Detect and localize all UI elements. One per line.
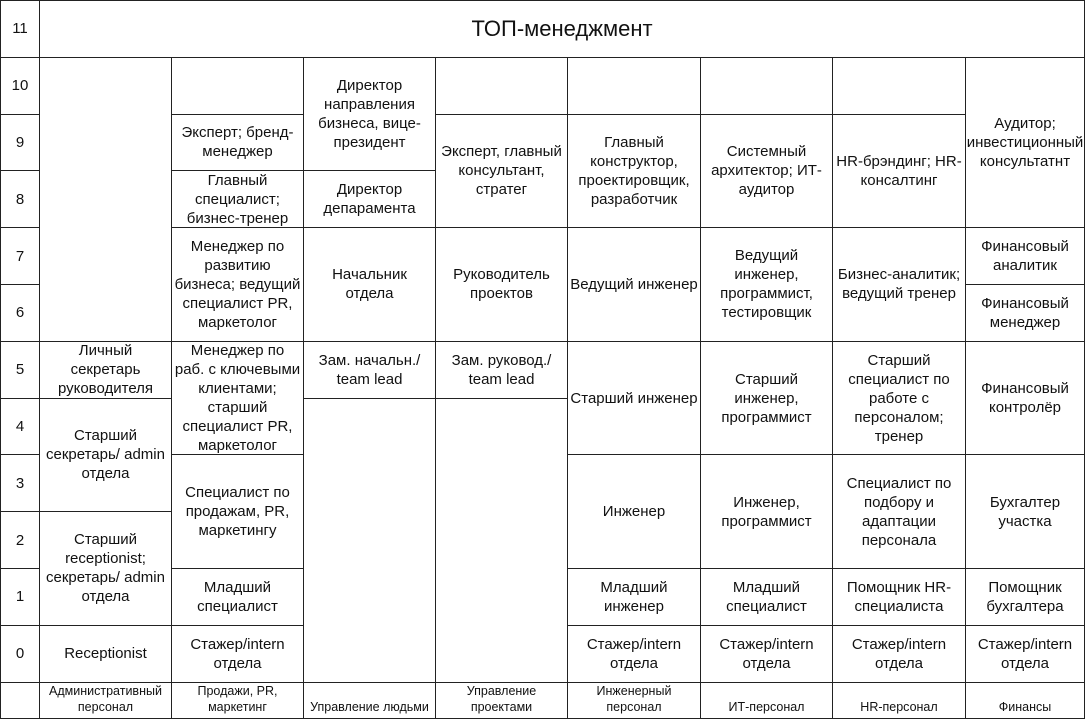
position-cell: Системный архитектор; ИТ-аудитор xyxy=(700,114,833,229)
function-column-label: Финансы xyxy=(965,682,1085,720)
position-cell: Стажер/intern отдела xyxy=(965,625,1085,683)
function-column-label: Продажи, PR, маркетинг xyxy=(171,682,304,720)
position-cell: Специалист по подбору и адаптации персонала xyxy=(832,454,966,569)
function-column-label: Административный персонал xyxy=(39,682,172,720)
empty-cell xyxy=(303,398,436,683)
grade-level-label: 4 xyxy=(0,398,40,456)
empty-cell xyxy=(435,57,568,115)
position-cell: Помощник HR-специалиста xyxy=(832,568,966,626)
position-cell: Зам. начальн./ team lead xyxy=(303,341,436,399)
position-cell: Специалист по продажам, PR, маркетингу xyxy=(171,454,304,569)
position-cell: Финансовый контролёр xyxy=(965,341,1085,456)
empty-cell xyxy=(435,398,568,683)
empty-cell xyxy=(567,57,701,115)
grade-level-label: 7 xyxy=(0,227,40,285)
empty-cell xyxy=(700,57,833,115)
position-cell: Руководитель проектов xyxy=(435,227,568,342)
grade-level-label: 9 xyxy=(0,114,40,172)
position-cell: Стажер/intern отдела xyxy=(567,625,701,683)
position-cell: Младший инженер xyxy=(567,568,701,626)
position-cell: Инженер, программист xyxy=(700,454,833,569)
empty-cell xyxy=(832,57,966,115)
position-cell: Стажер/intern отдела xyxy=(832,625,966,683)
position-cell: Стажер/intern отдела xyxy=(700,625,833,683)
empty-cell xyxy=(171,57,304,115)
function-column-label: HR-персонал xyxy=(832,682,966,720)
grade-level-label: 11 xyxy=(0,0,40,58)
position-cell: Главный специалист; бизнес-тренер xyxy=(171,170,304,228)
position-cell: Бизнес-аналитик; ведущий тренер xyxy=(832,227,966,342)
top-management-header: ТОП-менеджмент xyxy=(39,0,1085,58)
position-cell: Зам. руковод./ team lead xyxy=(435,341,568,399)
position-cell: Старший инженер, программист xyxy=(700,341,833,456)
position-cell: Директор депарамента xyxy=(303,170,436,228)
position-cell: Помощник бухгалтера xyxy=(965,568,1085,626)
grade-level-label: 2 xyxy=(0,511,40,569)
function-column-label: Управление проектами xyxy=(435,682,568,720)
position-cell: Инженер xyxy=(567,454,701,569)
position-cell: Receptionist xyxy=(39,625,172,683)
position-cell: Менеджер по раб. с ключевыми клиентами; старший специалист PR, маркетолог xyxy=(171,341,304,456)
position-cell: Старший receptionist; секретарь/ admin отдела xyxy=(39,511,172,626)
position-cell: Старший специалист по работе с персоналом; тренер xyxy=(832,341,966,456)
position-cell: Младший специалист xyxy=(700,568,833,626)
grade-level-label: 1 xyxy=(0,568,40,626)
position-cell: Главный конструктор, проектировщик, разработчик xyxy=(567,114,701,229)
grade-level-label: 10 xyxy=(0,57,40,115)
function-column-label: Управление людьми xyxy=(303,682,436,720)
position-cell: Менеджер по развитию бизнеса; ведущий специалист PR, маркетолог xyxy=(171,227,304,342)
position-cell: Бухгалтер участка xyxy=(965,454,1085,569)
position-cell: Старший секретарь/ admin отдела xyxy=(39,398,172,513)
grade-level-label: 6 xyxy=(0,284,40,342)
position-cell: Эксперт; бренд-менеджер xyxy=(171,114,304,172)
function-column-label: Инженерный персонал xyxy=(567,682,701,720)
position-cell: Эксперт, главный консультант, стратег xyxy=(435,114,568,229)
position-cell: Аудитор; инвестиционный консультатнт xyxy=(965,57,1085,228)
position-cell: Личный секретарь руководителя xyxy=(39,341,172,399)
position-cell: Начальник отдела xyxy=(303,227,436,342)
position-cell: Стажер/intern отдела xyxy=(171,625,304,683)
position-cell: Младший специалист xyxy=(171,568,304,626)
corner-cell xyxy=(0,682,40,720)
grade-level-label: 0 xyxy=(0,625,40,683)
position-cell: Ведущий инженер, программист, тестировщик xyxy=(700,227,833,342)
grade-level-label: 3 xyxy=(0,454,40,512)
grade-level-label: 8 xyxy=(0,170,40,228)
empty-cell xyxy=(39,57,172,342)
grade-level-label: 5 xyxy=(0,341,40,399)
position-cell: HR-брэндинг; HR-консалтинг xyxy=(832,114,966,229)
position-cell: Директор направления бизнеса, вице-президент xyxy=(303,57,436,172)
function-column-label: ИТ-персонал xyxy=(700,682,833,720)
position-cell: Ведущий инженер xyxy=(567,227,701,342)
position-cell: Старший инженер xyxy=(567,341,701,456)
position-cell: Финансовый менеджер xyxy=(965,284,1085,342)
position-cell: Финансовый аналитик xyxy=(965,227,1085,285)
